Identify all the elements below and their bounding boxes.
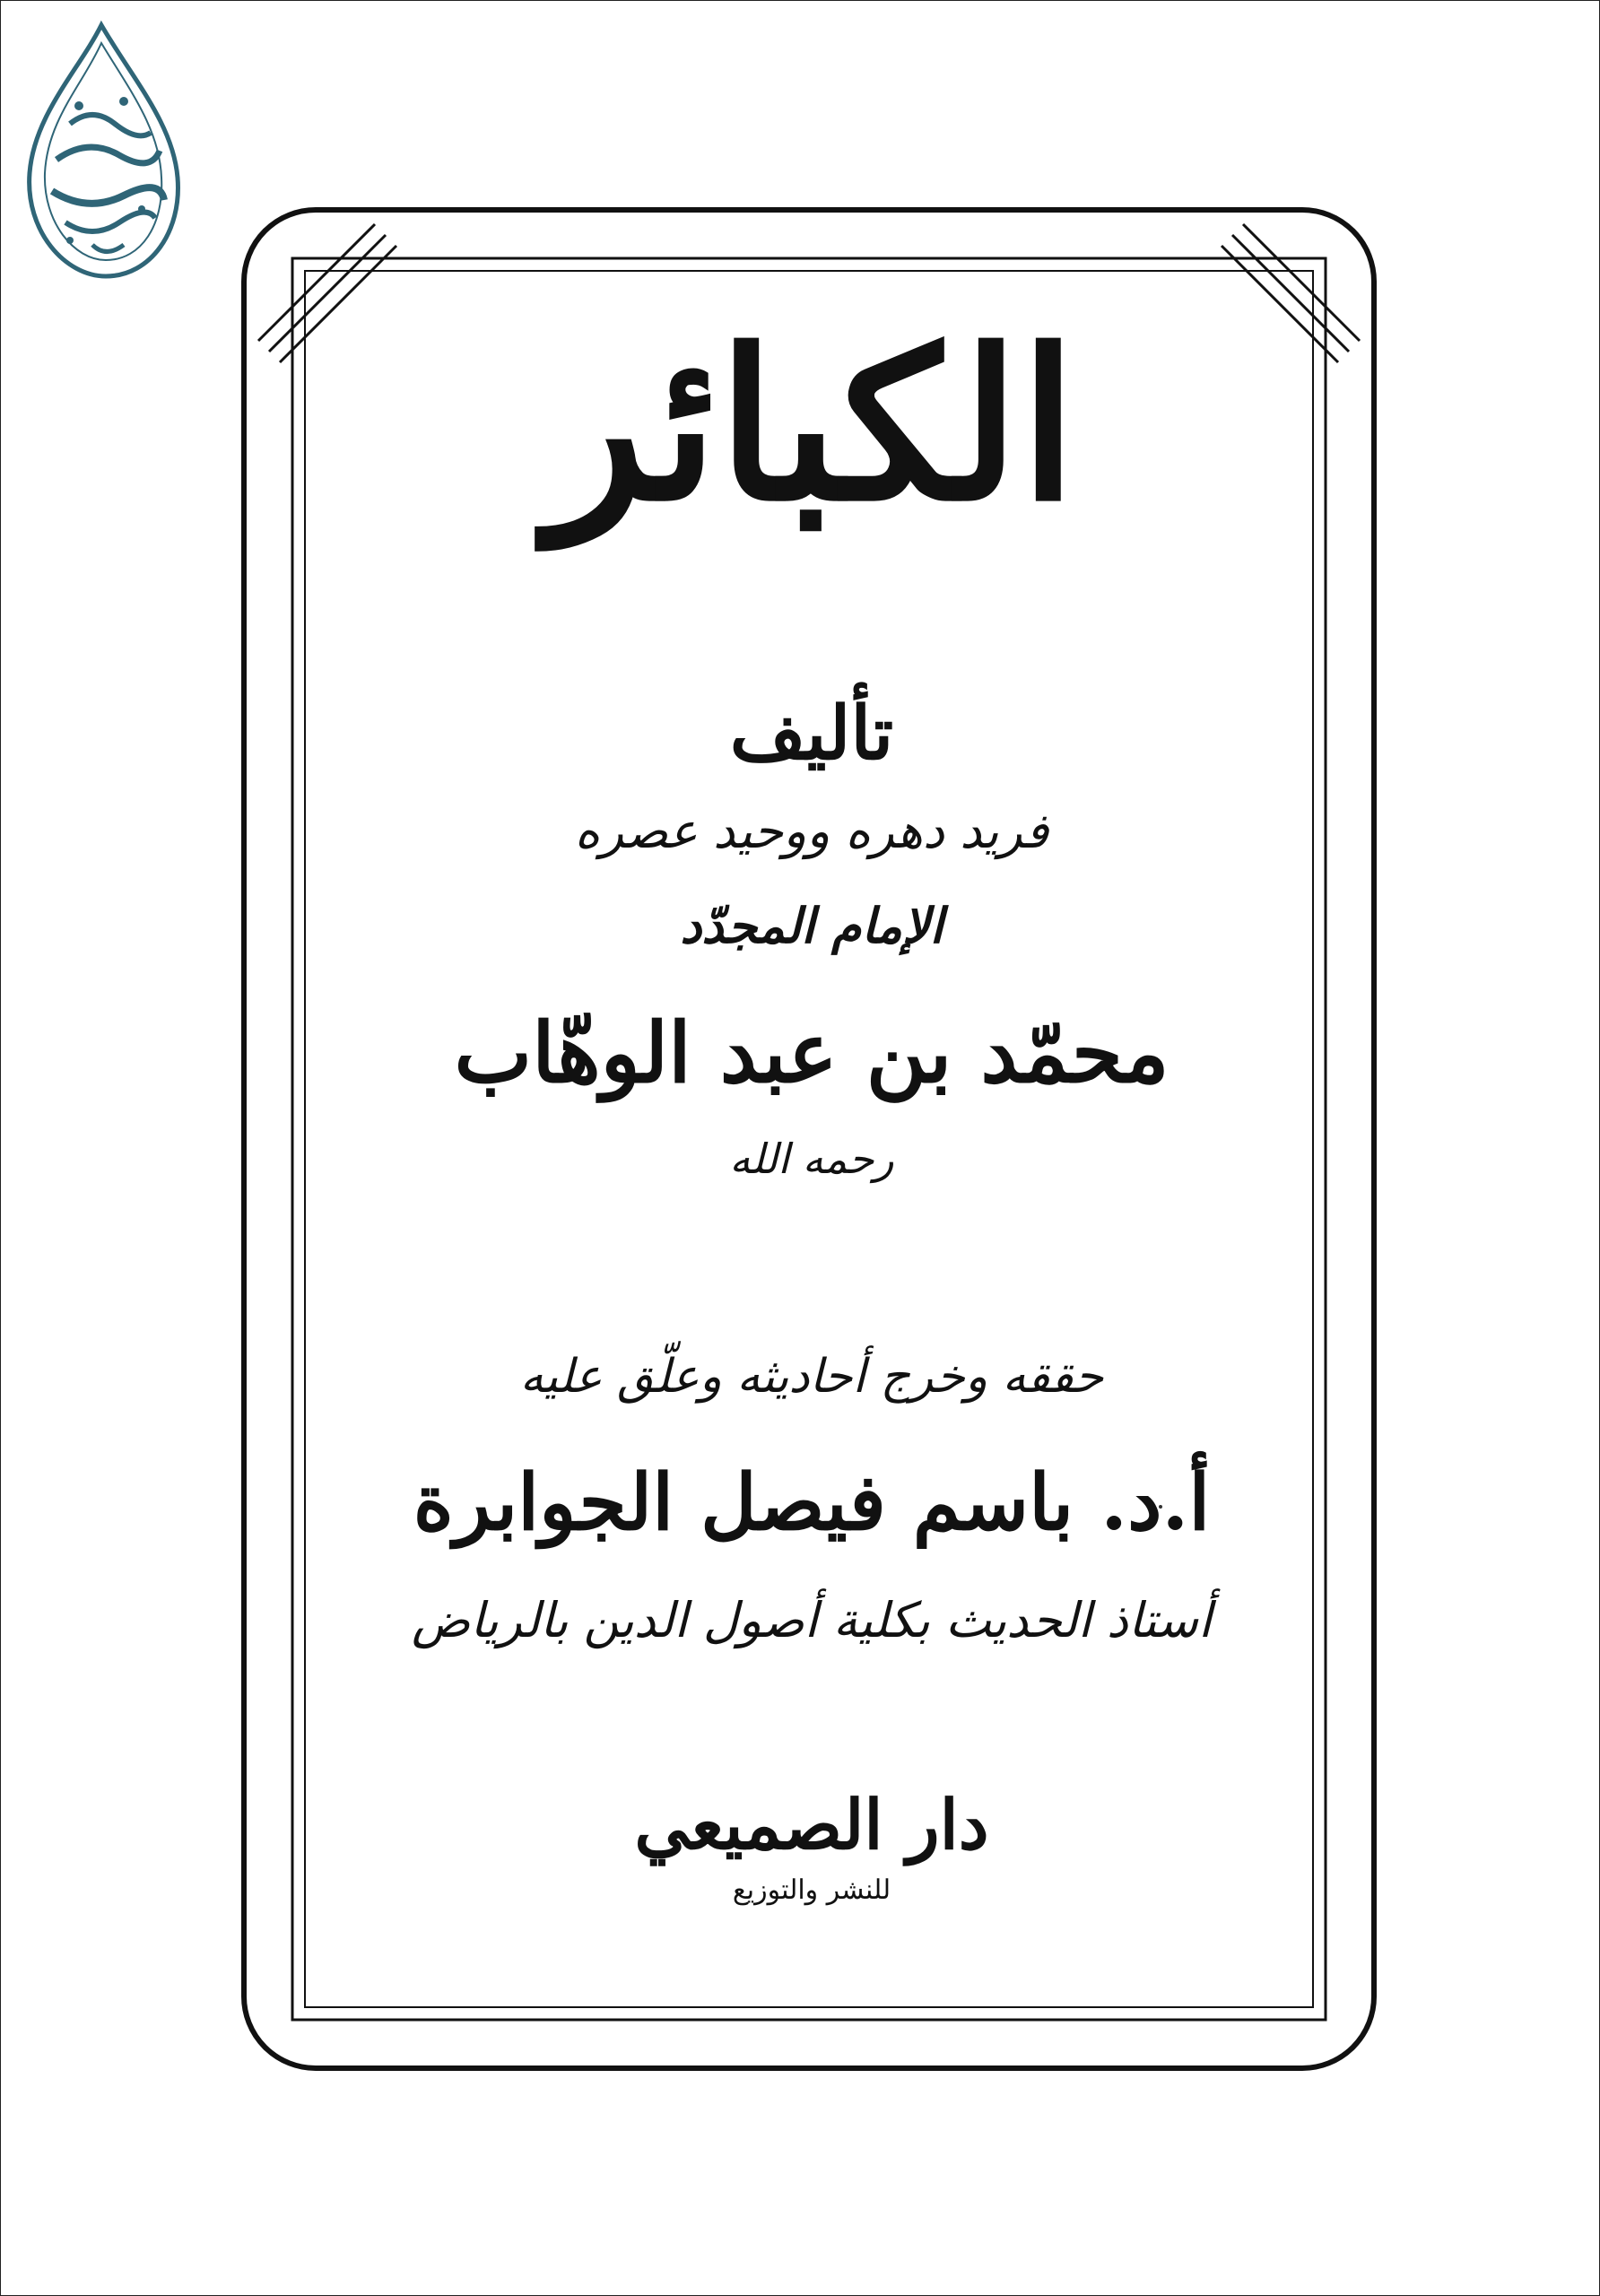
- editor-title: أستاذ الحديث بكلية أصول الدين بالرياض: [412, 1592, 1212, 1648]
- calligraphic-drop-logo-icon: [16, 16, 187, 285]
- author-prayer: رحمه الله: [729, 1135, 894, 1183]
- publisher-subtitle: للنشر والتوزيع: [732, 1874, 891, 1906]
- publisher-name: دار الصميعي: [634, 1785, 989, 1865]
- book-title: الكبائر: [546, 305, 1077, 547]
- author-rank: الإمام المجدّد: [680, 897, 943, 954]
- cover-content: [305, 260, 1318, 2018]
- editor-name: أ.د. باسم فيصل الجوابرة: [413, 1457, 1211, 1548]
- authorship-label: تأليف: [729, 691, 894, 777]
- editor-role: حققه وخرج أحاديثه وعلّق عليه: [519, 1350, 1104, 1404]
- author-name: محمّد بن عبد الوهّاب: [454, 1004, 1170, 1101]
- author-epithet: فريد دهره ووحيد عصره: [574, 803, 1049, 859]
